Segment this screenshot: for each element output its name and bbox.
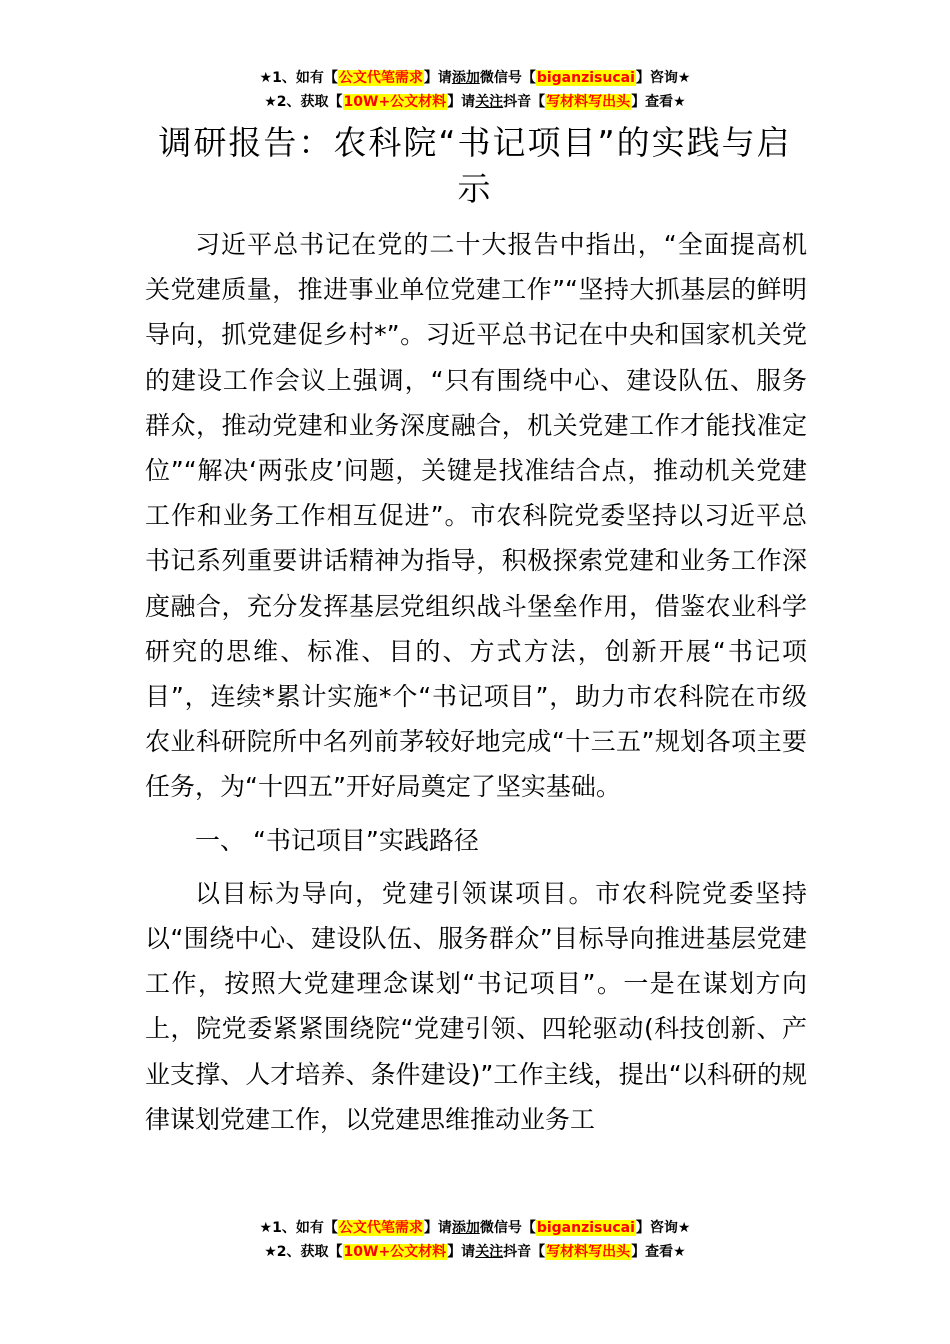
section-1-paragraph: 以目标为导向，党建引领谋项目。市农科院党委坚持以“围绕中心、建设队伍、服务群众”目标导向推进基层党建工作，按照大党建理念谋划“书记项目”。一是在谋划方向上，院党委紧紧围绕院“党建引领、四轮驱动(科技创新、产业支撑、人才培养、条件建设)”工作主线，提出“以科研的规律谋划党建工作，以党建思维推动业务工 xyxy=(145,878,807,1134)
document-body xyxy=(145,222,807,1142)
promo-highlight-wechat-id: biganzisucai xyxy=(536,70,635,86)
promo-highlight-materials: 10W+公文材料 xyxy=(343,94,447,110)
section-heading-1: 一、 “书记项目”实践路径 xyxy=(195,825,479,855)
promo-line-1: ★1、如有【公文代笔需求】请添加微信号【biganzisucai】咨询★ xyxy=(259,70,691,86)
promo-highlight-douyin: 写材料写出头 xyxy=(546,1244,631,1260)
promo-line-2: ★2、获取【10W+公文材料】请关注抖音【写材料写出头】查看★ xyxy=(264,1244,686,1260)
document-title: 调研报告：农科院“书记项目”的实践与启示 xyxy=(158,123,792,208)
promo-highlight-service: 公文代笔需求 xyxy=(338,70,423,86)
top-promo-banner xyxy=(0,66,950,114)
promo-highlight-douyin: 写材料写出头 xyxy=(546,94,631,110)
promo-highlight-service: 公文代笔需求 xyxy=(338,1220,423,1236)
promo-line-1: ★1、如有【公文代笔需求】请添加微信号【biganzisucai】咨询★ xyxy=(259,1220,691,1236)
intro-paragraph: 习近平总书记在党的二十大报告中指出，“全面提高机关党建质量，推进事业单位党建工作”“坚持大抓基层的鲜明导向，抓党建促乡村*”。习近平总书记在中央和国家机关党的建设工作会议上强调，“只有围绕中心、建设队伍、服务群众，推动党建和业务深度融合，机关党建工作才能找准定位”“解决‘两张皮’问题，关键是找准结合点，推动机关党建工作和业务工作相互促进”。市农科院党委坚持以习近平总书记系列重要讲话精神为指导，积极探索党建和业务工作深度融合，充分发挥基层党组织战斗堡垒作用，借鉴农业科学研究的思维、标准、目的、方式方法，创新开展“书记项目”，连续*累计实施*个“书记项目”，助力市农科院在市级农业科研院所中名列前茅较好地完成“十三五”规划各项主要任务，为“十四五”开好局奠定了坚实基础。 xyxy=(145,230,807,802)
promo-line-2: ★2、获取【10W+公文材料】请关注抖音【写材料写出头】查看★ xyxy=(264,94,686,110)
promo-highlight-materials: 10W+公文材料 xyxy=(343,1244,447,1260)
bottom-promo-banner xyxy=(0,1216,950,1264)
promo-highlight-wechat-id: biganzisucai xyxy=(536,1220,635,1236)
